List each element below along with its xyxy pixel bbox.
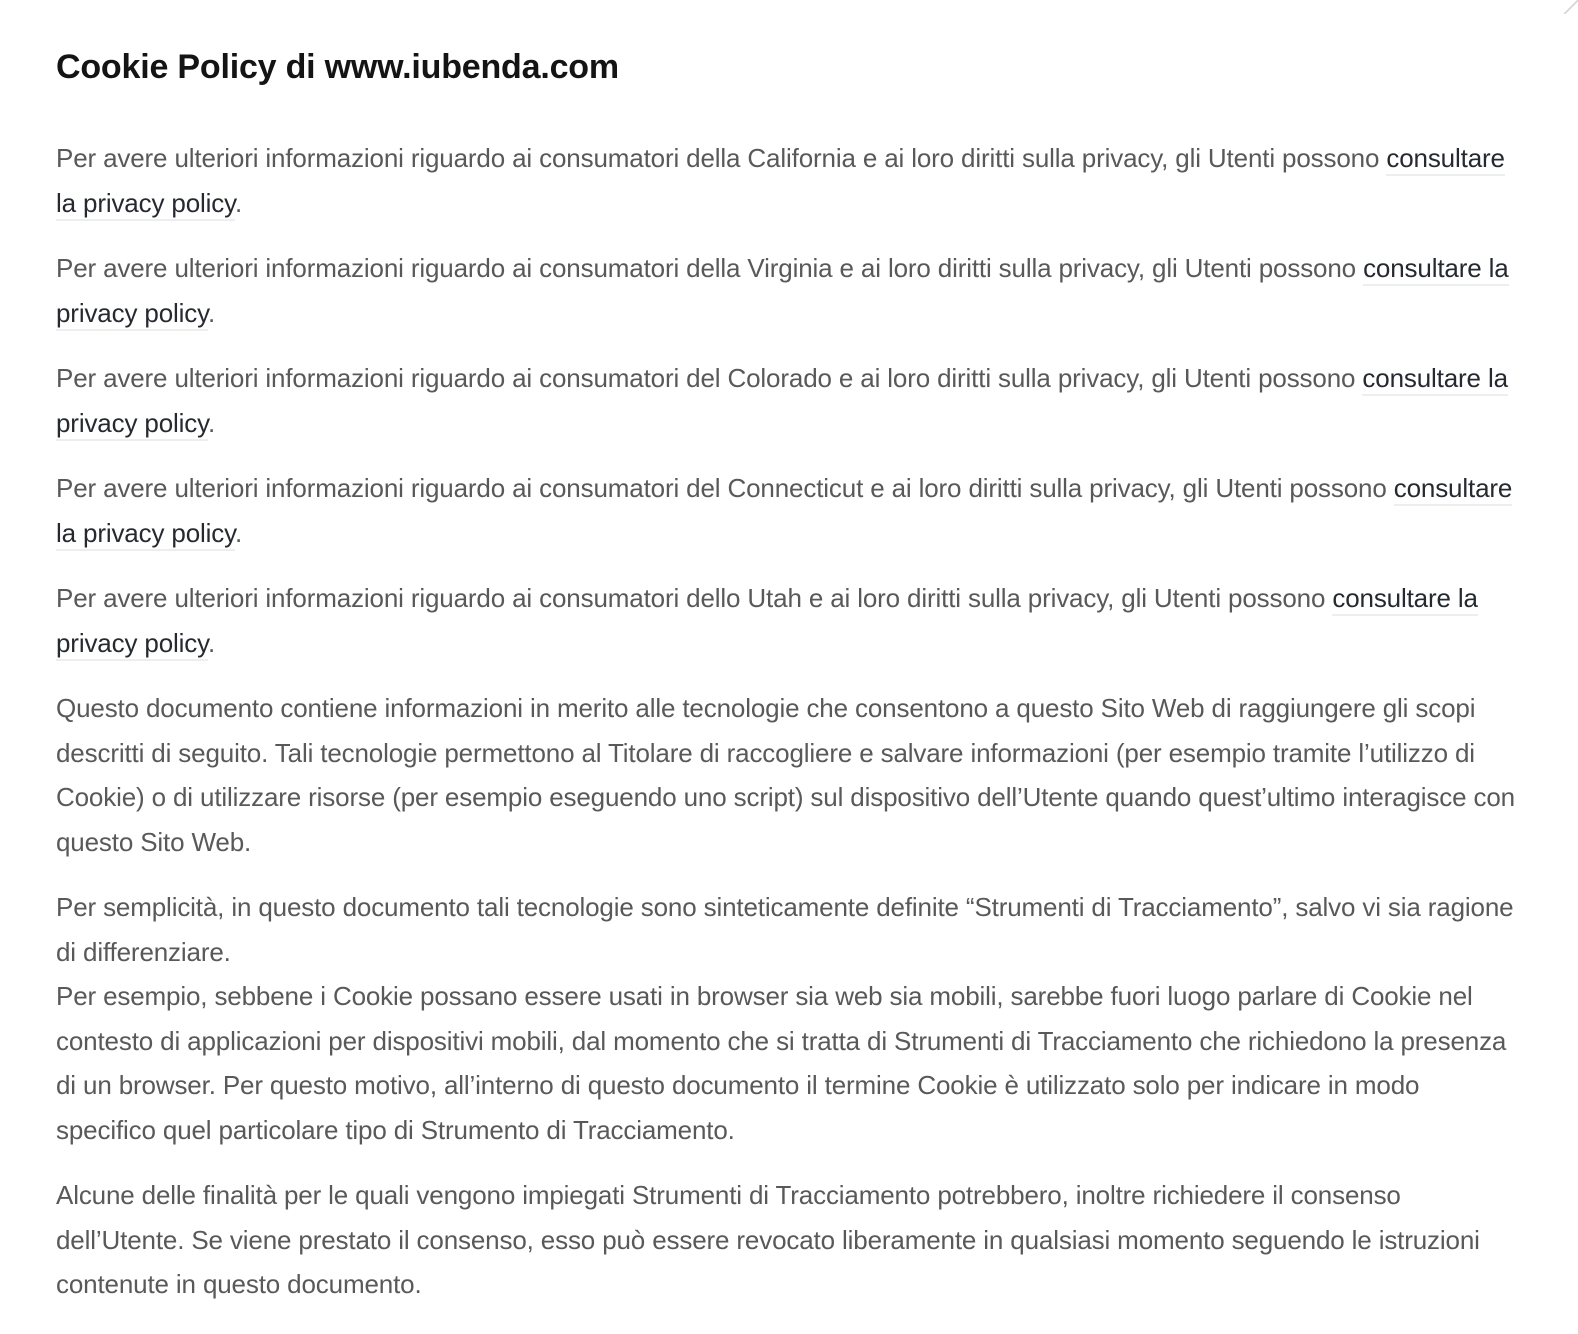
state-notice-utah [56,576,1526,665]
notice-suffix: . [235,517,243,548]
state-notice-colorado [56,356,1526,445]
privacy-policy-link-connecticut[interactable]: consultare la privacy policy [56,473,1512,551]
definition-paragraph: Per semplicità, in questo documento tali tecnologie sono sinteticamente definite “Strumenti di Tracciamento”, salvo vi sia ragione di differenziare. [56,892,1514,967]
intro-paragraph: Questo documento contiene informazioni in merito alle tecnologie che consentono a questo Sito Web di raggiungere gli scopi descritti di seguito. Tali tecnologie permettono al Titolare di raccogliere e salvare informazioni (per esempio tramite l’utilizzo di Cookie) o di utilizzare risorse (per esempio eseguendo uno script) sul dispositivo dell’Utente quando quest’ultimo interagisce con questo Sito Web. [56,693,1515,857]
privacy-policy-link-utah[interactable]: consultare la privacy policy [56,583,1478,661]
state-notice-connecticut [56,466,1526,555]
notice-suffix: . [208,627,216,658]
cookie-example-paragraph: Per esempio, sebbene i Cookie possano essere usati in browser sia web sia mobili, sarebbe fuori luogo parlare di Cookie nel contesto di applicazioni per dispositivi mobili, dal momento che si tratta di Strumenti di Tracciamento che richiedono la presenza di un browser. Per questo motivo, all’interno di questo documento il termine Cookie è utilizzato solo per indicare in modo specifico quel particolare tipo di Strumento di Tracciamento. [56,981,1507,1145]
window-corner-resize-handle [1564,0,1578,14]
consent-paragraph: Alcune delle finalità per le quali vengono impiegati Strumenti di Tracciamento potrebbero, inoltre richiedere il consenso dell’Utente. Se viene prestato il consenso, esso può essere revocato liberamente in qualsiasi momento seguendo le istruzioni contenute in questo documento. [56,1180,1480,1299]
page-title: Cookie Policy di www.iubenda.com [56,48,619,86]
notice-text: Per avere ulteriori informazioni riguardo ai consumatori del Colorado e ai loro diritti sulla privacy, gli Utenti possono [56,363,1363,393]
notice-text: Per avere ulteriori informazioni riguardo ai consumatori della Virginia e ai loro diritti sulla privacy, gli Utenti possono [56,253,1364,283]
notice-text: Per avere ulteriori informazioni riguardo ai consumatori della California e ai loro diritti sulla privacy, gli Utenti possono [56,143,1387,173]
notice-text: Per avere ulteriori informazioni riguardo ai consumatori dello Utah e ai loro diritti sulla privacy, gli Utenti possono [56,583,1333,613]
privacy-policy-link-virginia[interactable]: consultare la privacy policy [56,253,1509,331]
state-notice-california [56,136,1526,225]
privacy-policy-link-colorado[interactable]: consultare la privacy policy [56,363,1508,441]
privacy-policy-link-california[interactable]: consultare la privacy policy [56,143,1505,221]
notice-text: Per avere ulteriori informazioni riguardo ai consumatori del Connecticut e ai loro diritti sulla privacy, gli Utenti possono [56,473,1394,503]
notice-suffix: . [208,297,216,328]
state-notice-virginia [56,246,1526,335]
notice-suffix: . [208,407,216,438]
policy-content [56,136,1526,1328]
notice-suffix: . [235,187,243,218]
